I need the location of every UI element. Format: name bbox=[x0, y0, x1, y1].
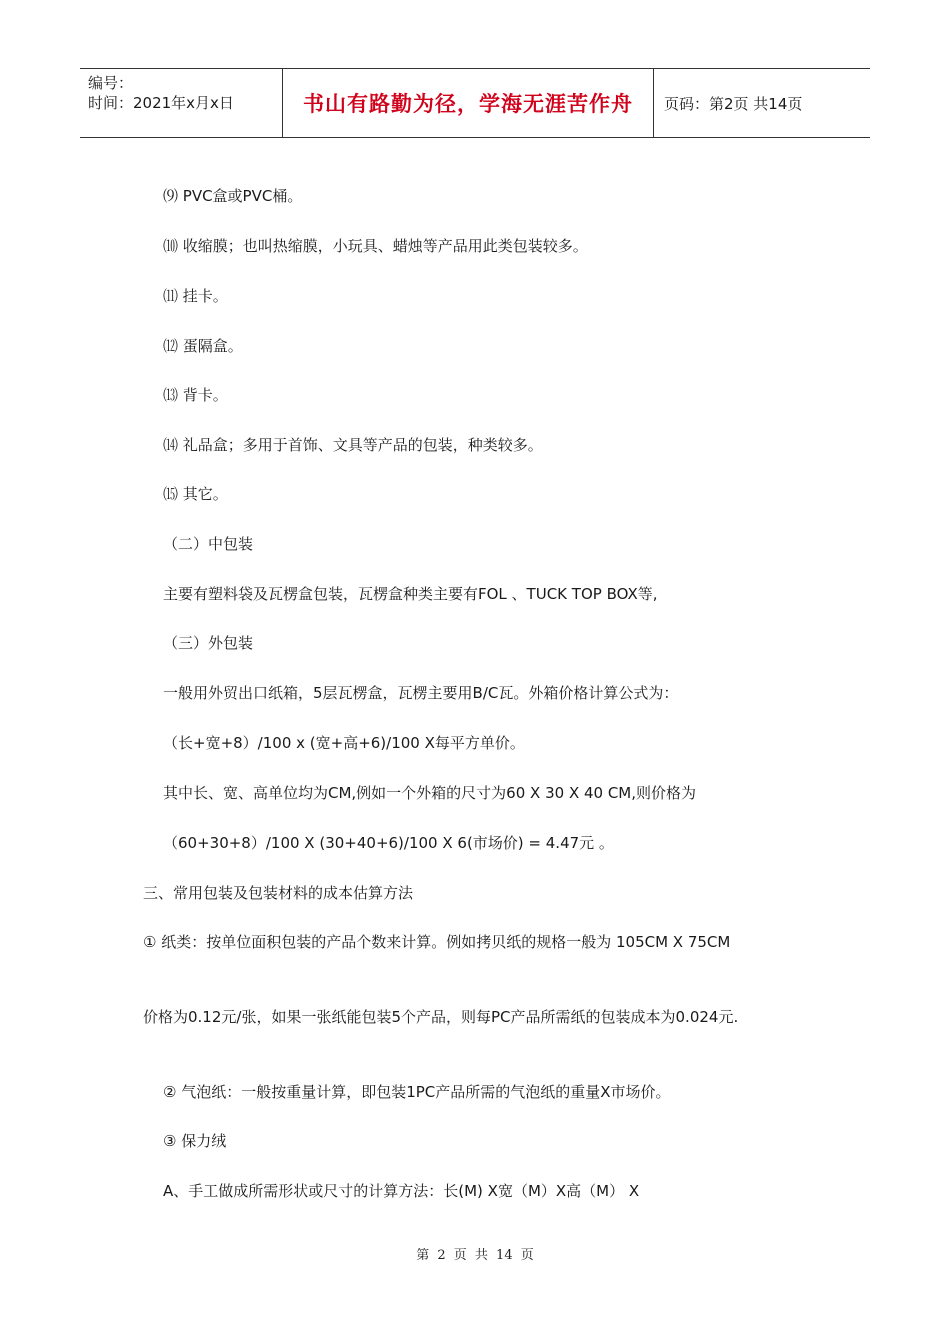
paragraph: ① 纸类：按单位面积包装的产品个数来计算。例如拷贝纸的规格一般为 105CM X 75CM bbox=[143, 933, 731, 951]
list-item: ⑾ 挂卡。 bbox=[163, 287, 228, 305]
list-item: ⑼ PVC盒或PVC桶。 bbox=[163, 187, 303, 205]
list-item: ⒁ 礼品盒；多用于首饰、文具等产品的包装，种类较多。 bbox=[163, 436, 543, 454]
section-heading: （二）中包装 bbox=[163, 535, 254, 553]
formula-example: （60+30+8）/100 X (30+40+6)/100 X 6(市场价) = 4.47元 。 bbox=[163, 834, 614, 852]
list-item: ② 气泡纸：一般按重量计算，即包装1PC产品所需的气泡纸的重量X市场价。 bbox=[163, 1083, 671, 1101]
list-item: ⑿ 蛋隔盒。 bbox=[163, 337, 243, 355]
header-motto: 书山有路勤为径，学海无涯苦作舟 bbox=[282, 69, 654, 137]
number-label: 编号： bbox=[88, 74, 134, 92]
header-page-info: 页码：第2页 共14页 bbox=[664, 94, 803, 113]
paragraph: 价格为0.12元/张，如果一张纸能包装5个产品，则每PC产品所需纸的包装成本为0.024元. bbox=[143, 1008, 739, 1026]
paragraph: 一般用外贸出口纸箱，5层瓦楞盒，瓦楞主要用B/C瓦。外箱价格计算公式为： bbox=[163, 684, 679, 702]
page-header bbox=[80, 68, 870, 138]
section-heading: 三、常用包装及包装材料的成本估算方法 bbox=[143, 884, 414, 902]
list-item: ⒀ 背卡。 bbox=[163, 386, 228, 404]
section-heading: （三）外包装 bbox=[163, 634, 254, 652]
time-label: 时间：2021年x月x日 bbox=[88, 94, 234, 112]
paragraph: 其中长、宽、高单位均为CM,例如一个外箱的尺寸为60 X 30 X 40 CM,则价格为 bbox=[163, 784, 697, 802]
list-item: ③ 保力绒 bbox=[163, 1132, 227, 1150]
formula: （长+宽+8）/100 x (宽+高+6)/100 X每平方单价。 bbox=[163, 734, 525, 752]
paragraph: 主要有塑料袋及瓦楞盒包装，瓦楞盒种类主要有FOL 、TUCK TOP BOX等, bbox=[163, 585, 658, 603]
page-footer: 第 2 页 共 14 页 bbox=[416, 1248, 534, 1263]
list-item: ⒂ 其它。 bbox=[163, 485, 228, 503]
header-left bbox=[80, 69, 282, 137]
list-item: ⑽ 收缩膜；也叫热缩膜，小玩具、蜡烛等产品用此类包装较多。 bbox=[163, 237, 588, 255]
paragraph: A、手工做成所需形状或尺寸的计算方法：长(M) X宽（M）X高（M） X bbox=[163, 1182, 640, 1200]
